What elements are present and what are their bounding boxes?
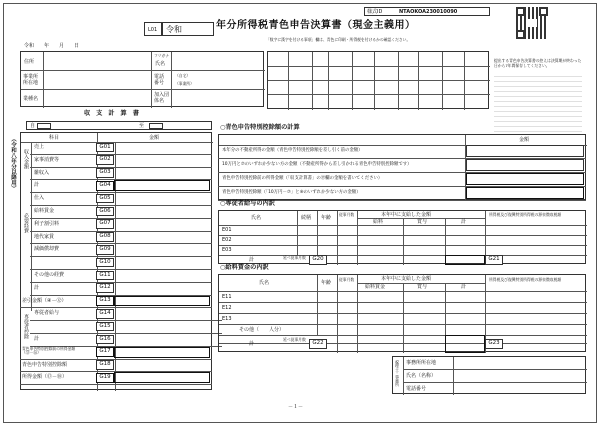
wage-col-name: 氏名 (259, 280, 270, 286)
dep-col-total: 計 (461, 219, 467, 225)
income-row-code: G06 (96, 207, 114, 217)
income-row-code: G07 (96, 219, 114, 229)
income-row-divider (30, 218, 212, 219)
period-from: 自 (30, 123, 36, 129)
deduction-amount-box (466, 173, 584, 185)
business-label: 業種名 (23, 96, 39, 102)
dep-code-2: E02 (222, 237, 232, 243)
wage-col-paid: 本年中に支給した金額 (381, 276, 432, 282)
income-row-amount-box (114, 180, 210, 191)
special-deduction-heading: ○青色申告特別控除額の計算 (220, 124, 300, 131)
income-row-code: G05 (96, 194, 114, 204)
income-statement-heading: 収支計算書 (84, 110, 145, 117)
deduction-row-label: 本年分の不動産所得の金額（青色申告特別控除額を差し引く前の金額） (222, 148, 363, 153)
income-row-divider (20, 359, 212, 360)
income-row-divider (30, 282, 212, 283)
income-row-label: 給料賃金 (34, 208, 55, 214)
side-note: 提出する青色申告決算書の控えは決算期が終わった日から7年間保存してください。 (494, 58, 582, 68)
wage-col-total: 計 (461, 284, 467, 290)
preparer-phone: 電話番号 (406, 386, 427, 392)
deduction-amount-box (466, 159, 584, 171)
form-code: L01 (148, 27, 158, 33)
phone-office: （事業所） (175, 81, 194, 86)
group-special: 専従者控除 (23, 314, 29, 339)
income-row-label: その他の経費 (34, 272, 65, 278)
dep-tax-code: G21 (485, 255, 503, 265)
dep-total-code: G20 (309, 255, 327, 265)
era-note: （令和八年分以降用） (10, 136, 16, 191)
office-label: 事業所所在地 (23, 74, 39, 86)
income-row-divider (30, 333, 222, 334)
wage-col-months: 従事月数 (339, 277, 355, 282)
format-id-label: 様式ID (367, 9, 383, 15)
wage-code-2: E12 (222, 305, 232, 311)
dep-total-box (445, 255, 485, 265)
income-row-label: 専従者給与 (34, 310, 60, 317)
wage-col-tax: 所得税及び復興特別所得税の源泉徴収税額 (489, 277, 562, 282)
income-row-code: G10 (96, 258, 114, 268)
special-col-amount: 金額 (519, 137, 530, 143)
deduction-row-label: 10万円と⑦のいずれか少ない方の金額（不動産所得から差し引かれる青色申告特別控除額です） (222, 162, 412, 167)
income-row-code: G08 (96, 232, 114, 242)
wages-table (218, 274, 586, 352)
income-row-divider (20, 307, 212, 308)
income-row-divider (20, 384, 212, 385)
income-row-amount-box (114, 296, 210, 307)
income-row-code: G14 (96, 309, 114, 319)
date-line: 令和 年 月 日 (24, 43, 80, 49)
income-row-label: 売上 (34, 144, 45, 150)
income-row-label: 青色申告特別控除額 (22, 361, 68, 368)
income-row-label: 家事消費等 (34, 156, 60, 163)
income-row-divider (30, 205, 212, 206)
deduction-amount-box (466, 187, 584, 199)
format-id: NTAOKOA230010090 (399, 9, 458, 15)
applicant-block (20, 51, 264, 107)
income-row-code: G03 (96, 168, 114, 178)
income-row-label: 所得金額（⑰－⑱） (22, 374, 68, 381)
income-row-label: 雑収入 (34, 169, 50, 176)
income-row-code: G13 (96, 296, 114, 306)
dep-total-months: 延べ従事月数 (283, 255, 306, 260)
income-row-code: G15 (96, 322, 114, 332)
income-row-label: 青色申告特別控除前の所得金額（⑬－⑯） (22, 345, 76, 356)
col-item: 科目 (49, 135, 60, 141)
group-revenue: 収入金額 (23, 149, 29, 169)
dep-col-age: 年齢 (321, 215, 332, 221)
wage-total-months: 延べ従事月数 (283, 337, 306, 342)
phone-label: 電話番号 (154, 74, 165, 86)
wage-tax-code: G23 (485, 339, 503, 349)
col-amount: 金額 (149, 135, 160, 141)
dependents-heading: ○専従者給与の内訳 (220, 200, 275, 207)
wage-code-1: E11 (222, 294, 232, 300)
dep-col-paid: 本年中に支給した金額 (381, 212, 432, 218)
income-row-code: G11 (96, 271, 114, 281)
wages-heading: ○給料賃金の内訳 (220, 264, 269, 271)
dep-code-3: E03 (222, 247, 232, 253)
preparer-address: 事務所所在地 (406, 360, 437, 366)
income-row-divider (30, 320, 222, 321)
income-row-code: G01 (96, 143, 114, 153)
deduction-row-label: 青色申告特別控除額（「10万円－⑦」と⑧のいずれか少ない方の金額） (222, 190, 361, 195)
income-row-amount-box (114, 372, 210, 383)
deduction-amount-box (466, 145, 584, 157)
name-label: 氏名 (155, 61, 166, 67)
wage-code-3: E13 (222, 316, 232, 322)
income-row-divider (30, 243, 212, 244)
page-number: －１－ (288, 404, 304, 410)
header-note: 「数字に漢字を付ける事項」欄は、青色に印刷・所得税を付けるかの確認ください。 (266, 37, 411, 42)
income-row-divider (30, 167, 212, 168)
income-row-label: 利子割引料 (34, 220, 60, 227)
preparer-name: 氏名（名称） (406, 373, 437, 379)
income-row-code: G16 (96, 335, 114, 345)
period-box (26, 121, 212, 130)
wage-other-label: その他（ 人分） (239, 327, 285, 333)
income-row-code: G09 (96, 245, 114, 255)
dep-col-name: 氏名 (251, 215, 262, 221)
org-label: 加入団体名 (154, 92, 170, 104)
period-to: 至 (139, 123, 145, 129)
dep-col-bonus: 賞与 (417, 219, 428, 225)
dep-col-relation: 続柄 (301, 215, 312, 221)
wage-total-code: G22 (309, 339, 327, 349)
dep-col-tax: 所得税及び復興特別所得税の源泉徴収税額 (489, 212, 562, 217)
income-row-divider (30, 192, 212, 193)
dep-col-months: 従事月数 (339, 212, 355, 217)
deduction-row-label: 青色申告特別控除前の所得金額（「収支計算書」の⑰欄の金額を書いてください） (222, 176, 383, 181)
wage-total-label: 計 (249, 341, 255, 347)
wage-col-bonus: 賞与 (417, 284, 428, 290)
income-row-amount-box (114, 347, 210, 358)
wage-col-age: 年齢 (321, 280, 332, 286)
income-row-code: G17 (96, 347, 114, 357)
dep-col-pay: 給料 (373, 219, 384, 225)
qr-code (516, 7, 548, 39)
dep-code-1: E01 (222, 227, 232, 233)
income-row-code: G18 (96, 360, 114, 370)
era-box (162, 22, 214, 36)
form-code-box (144, 22, 162, 36)
summary-grid (267, 51, 489, 109)
furigana-label: フリガナ (154, 53, 169, 58)
income-row-divider (30, 269, 212, 270)
wage-total-box (445, 335, 485, 353)
income-row-code: G19 (96, 373, 114, 383)
format-id-box (364, 7, 490, 16)
income-row-label: 仕入 (34, 195, 45, 202)
side-notes-lines (494, 76, 582, 136)
income-row-label: 計 (34, 284, 40, 291)
income-row-label: 計 (34, 182, 40, 189)
dep-total-label: 計 (249, 257, 255, 263)
wage-col-pay: 給料賃金 (365, 284, 386, 290)
income-row-label: 差引金額（④－⑫） (22, 297, 67, 304)
preparer-label: 税理士・事務所 (395, 360, 401, 387)
income-row-code: G12 (96, 283, 114, 293)
era: 令和 (166, 25, 182, 34)
income-row-code: G04 (96, 181, 114, 191)
income-row-divider (30, 231, 212, 232)
preparer-block (392, 356, 586, 394)
income-row-label: 計 (34, 336, 40, 342)
dependents-table (218, 210, 586, 264)
income-row-label: 減価償却費 (34, 246, 60, 253)
income-row-code: G02 (96, 155, 114, 165)
income-row-label: 地代家賃 (34, 233, 55, 240)
income-row-divider (30, 256, 212, 257)
phone-home: （自宅） (175, 73, 191, 78)
address-label: 住所 (24, 59, 35, 65)
income-row-divider (30, 154, 212, 155)
form-title: 年分所得税青色申告決算書（現金主義用） (216, 20, 416, 31)
group-expense: 必要経費 (23, 213, 29, 233)
tax-form-page (3, 3, 597, 423)
